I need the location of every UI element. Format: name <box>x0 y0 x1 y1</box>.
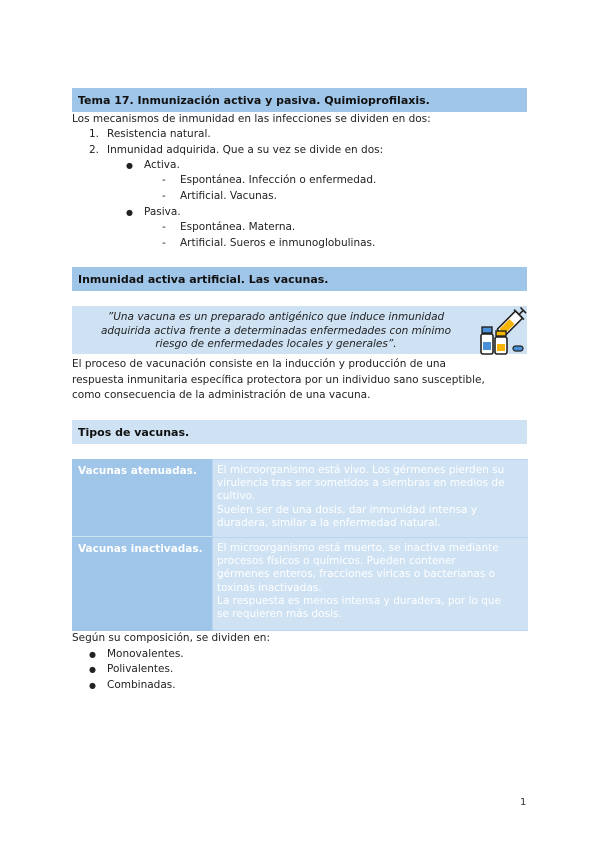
bullet-icon: ● <box>126 208 133 217</box>
dash-marker: - <box>162 174 166 186</box>
table-row-description <box>212 459 528 537</box>
description-line: cultivo. <box>217 490 256 503</box>
vaccination-paragraph <box>72 357 485 404</box>
dash-marker: - <box>162 190 166 202</box>
paragraph-line: El proceso de vacunación consiste en la inducción y producción de una <box>72 358 446 370</box>
table-row-label <box>72 537 212 631</box>
bullet-list-item <box>89 647 184 662</box>
dash-list-item <box>162 220 295 235</box>
bullet-list-item <box>126 205 181 220</box>
numbered-list-item <box>89 127 211 142</box>
intro-text: Los mecanismos de inmunidad en las infecciones se dividen en dos: <box>72 113 431 125</box>
description-line: toxinas inactivadas. <box>217 581 322 594</box>
quote-line: adquirida activa frente a determinadas enfermedades con mínimo <box>100 324 452 337</box>
dash-list-item <box>162 173 376 188</box>
description-line: La respuesta es menos intensa y duradera, por lo que <box>217 594 502 607</box>
paragraph-line: como consecuencia de la administración de una vacuna. <box>72 389 371 401</box>
list-number: 1. <box>89 128 100 140</box>
section-header-inmunidad-activa <box>72 267 527 291</box>
dash-list-item <box>162 236 375 251</box>
bullet-list-item <box>89 662 173 677</box>
quote-line: ”Una vacuna es un preparado antigénico que induce inmunidad <box>107 311 445 323</box>
description-line: El microorganismo está muerto, se inactiva mediante <box>217 542 499 554</box>
row-label-text: Vacunas inactivadas. <box>78 543 203 555</box>
bullet-icon: ● <box>89 650 96 659</box>
list-item-text: Espontánea. Materna. <box>180 221 296 233</box>
description-line: duradera, similar a la enfermedad natural. <box>217 516 441 529</box>
list-number: 2. <box>89 144 100 156</box>
dash-marker: - <box>162 221 166 233</box>
section-header-text: Inmunidad activa artificial. Las vacunas. <box>78 272 329 286</box>
list-item-text: Polivalentes. <box>107 663 174 675</box>
bullet-icon: ● <box>126 161 133 170</box>
section-header-tema-17 <box>72 88 527 112</box>
list-item-text: Inmunidad adquirida. Que a su vez se divide en dos: <box>107 144 384 156</box>
list-item-text: Resistencia natural. <box>107 128 211 140</box>
list-item-text: Espontánea. Infección o enfermedad. <box>180 174 377 186</box>
bullet-list-item <box>89 678 176 693</box>
list-item-text: Pasiva. <box>144 206 181 218</box>
description-line: Suelen ser de una dosis, dar inmunidad intensa y <box>217 503 478 516</box>
dash-marker: - <box>162 237 166 249</box>
numbered-list-item <box>89 143 383 158</box>
description-line: virulencia tras ser sometidos a siembras en medios de <box>217 477 505 490</box>
bullet-icon: ● <box>89 681 96 690</box>
section-header-tipos-vacunas <box>72 420 527 444</box>
description-line: gérmenes enteros, fracciones víricas o bacterianas o <box>217 568 496 581</box>
description-line: se requieren más dosis. <box>217 608 342 621</box>
page-number: 1 <box>520 797 527 808</box>
table-row-description <box>212 537 528 631</box>
vaccine-syringe-vials-icon <box>477 306 529 358</box>
list-item-text: Activa. <box>144 159 180 171</box>
quote-line: riesgo de enfermedades locales y generales”. <box>155 338 397 350</box>
row-label-text: Vacunas atenuadas. <box>78 465 197 477</box>
section-header-text: Tema 17. Inmunización activa y pasiva. Quimioprofilaxis. <box>78 93 430 107</box>
composition-intro: Según su composición, se dividen en: <box>72 632 270 644</box>
list-item-text: Artificial. Vacunas. <box>180 190 277 202</box>
list-item-text: Artificial. Sueros e inmunoglobulinas. <box>180 237 376 249</box>
vaccine-types-table <box>72 459 528 631</box>
table-row-label <box>72 459 212 537</box>
vaccine-definition-quote <box>82 311 470 352</box>
dash-list-item <box>162 189 277 204</box>
bullet-list-item <box>126 158 180 173</box>
description-line: El microorganismo está vivo. Los gérmenes pierden su <box>217 464 505 476</box>
paragraph-line: respuesta inmunitaria específica protectora por un individuo sano susceptible, <box>72 373 485 386</box>
description-line: procesos físicos o químicos. Pueden contener <box>217 555 456 568</box>
list-item-text: Monovalentes. <box>107 648 184 660</box>
section-header-text: Tipos de vacunas. <box>78 425 190 439</box>
list-item-text: Combinadas. <box>107 679 176 691</box>
bullet-icon: ● <box>89 665 96 674</box>
